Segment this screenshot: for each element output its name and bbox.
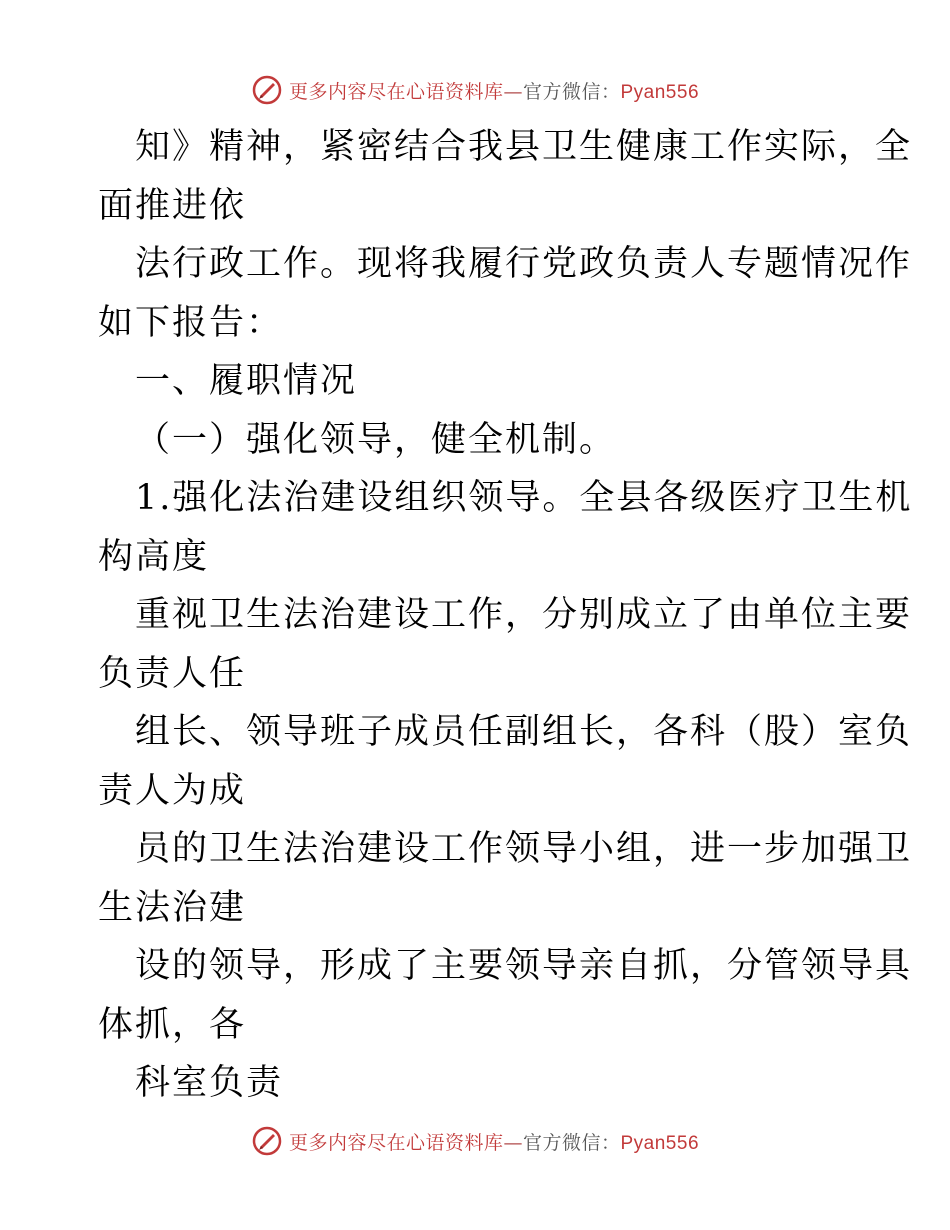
subsection-heading: （一）强化领导，健全机制。 [135, 419, 617, 460]
paragraph-line: 组长、领导班子成员任副组长，各科（股）室负 [135, 712, 913, 752]
paragraph-line: 科室负责 [135, 1063, 284, 1103]
paragraph-line: 面推进依 [98, 185, 247, 226]
paragraph-line: 1.强化法治建设组织领导。全县各级医疗卫生机 [135, 478, 913, 518]
paragraph-line: 责人为成 [98, 770, 247, 811]
paragraph-line: 负责人任 [98, 653, 247, 694]
paragraph-line: 体抓，各 [98, 1004, 247, 1045]
document-body [98, 118, 913, 1113]
paragraph-line: 知》精神，紧密结合我县卫生健康工作实际，全 [135, 127, 913, 167]
paragraph-line: 重视卫生法治建设工作，分别成立了由单位主要 [135, 595, 913, 635]
watermark-text: 更多内容尽在心语资料库—官方微信：Pyan556 [288, 80, 700, 103]
footer-watermark [0, 1121, 950, 1161]
quill-pen-circle-icon [251, 1125, 283, 1157]
paragraph-line: 法行政工作。现将我履行党政负责人专题情况作 [135, 244, 913, 284]
watermark-text: 更多内容尽在心语资料库—官方微信：Pyan556 [288, 1131, 700, 1154]
paragraph-line: 构高度 [98, 536, 210, 577]
quill-pen-circle-icon [251, 74, 283, 106]
header-watermark [0, 70, 950, 110]
paragraph-line: 员的卫生法治建设工作领导小组，进一步加强卫 [135, 829, 913, 869]
paragraph-line: 如下报告： [98, 302, 284, 343]
paragraph-line: 生法治建 [98, 887, 247, 928]
section-heading: 一、履职情况 [135, 361, 358, 401]
paragraph-line: 设的领导，形成了主要领导亲自抓，分管领导具 [135, 946, 913, 986]
